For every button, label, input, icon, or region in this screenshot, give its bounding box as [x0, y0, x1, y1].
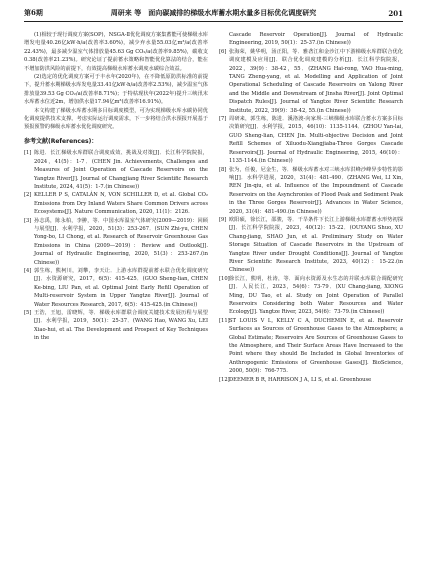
conclusion-paragraph-1: (1)相较于现行调度方案(SOP)，NSGA-Ⅱ优化调度方案集蓄能可使梯级水库增发电量40.26亿kW·h/a(改善率3.60%)，减少弃水量55.03亿m³/a(改善率22.43%)，最多减少温室气体排放量45.63 Gg CO₂/a(改善率9.85%)，碳收支0.38(改善率21.23%)。研究论证了提前蓄水策略和智能优化算法的结合，能在不增加防洪风险的前提下，有效提高梯级水库蓄水调度水碳综合效益。 — [24, 32, 208, 72]
reference-item — [219, 216, 403, 275]
reference-text: DEEMER B R, HARRISON J A, LI S, et al. Greenhouse — [229, 376, 372, 383]
reference-item — [24, 267, 208, 309]
left-column — [24, 31, 208, 384]
reference-continuation: Cascade Reservoir Operation[J]. Journal of Hydraulic Engineering, 2019, 50(1)：25-37.(in Chinese)) — [229, 32, 403, 47]
reference-number: [3] — [24, 217, 32, 224]
conclusion-paragraph-3: 本文构建了梯级水库蓄水期多目标调度模型，可为实现梯级水库水碳协同优化调度提供技术支撑。考虑实际运行调度需求，下一步将结合洪水预报开展基于预报预警的梯级水库蓄水优化调度研究。 — [24, 107, 208, 131]
page-number: 201 — [388, 9, 403, 18]
reference-item — [219, 275, 403, 317]
reference-item — [219, 376, 403, 384]
reference-number: [11] — [219, 317, 230, 324]
reference-text: 周研来，郭生练，陈进．溪洛渡-向家坝-三峡梯级水库联合蓄水方案多目标决策研究[J]．水利学报，2015，46(10)：1135-1144．(ZHOU Yan-lai, GUO Sheng-lian, CHEN Jin. Multi-objective Decision and Joint Refill Schemes of Xiluodu-Xiangjiaba-Three Gorges Cascade Reservoirs[J]. Journal of Hydraulic Engineering, 2015, 46(10)：1135-1144.(in Chinese)) — [229, 116, 403, 165]
references-heading: 参考文献(References)： — [24, 137, 98, 145]
reference-item — [219, 317, 403, 376]
reference-number: [1] — [24, 150, 32, 157]
running-header — [24, 8, 403, 22]
reference-text: ST LOUIS V L, KELLY C A, DUCHEMIN E, et al. Reservoir Surfaces as Sources of Greenhouse Gases to the Atmosphere; a Global Estimate; Reservoirs Are Sources of Greenhouse Gases to the Atmosphere, and Their Surface Areas Have Increased to the Point where they should Be Included in Global Inventories of Anthropogenic Emissions of Greenhouse Gases[J]. BioScience, 2000, 50(9)：766-775. — [229, 317, 403, 375]
reference-text: 欧阳硕，徐长江，邵骏，等．干旱条件下长江上游梯级水库群蓄水形势初探[J]．长江科学院院报，2023，40(12)：15-22．(OUYANG Shuo, XU Chang-jiang, SHAO Jun, et al. Preliminary Study on Water Storage Situation of Cascade Reservoirs in the Upstream of Yangtze River under Drought Conditions[J]. Journal of Yangtze River Scientific Research Institute, 2023, 40(12)：15-22.(in Chinese)) — [229, 216, 403, 274]
reference-number: [9] — [219, 216, 227, 223]
reference-text: 徐长江，熊明，杜涛，等．面向水资源及水生态的并联水库联合调配研究[J]．人民长江，2023，54(6)：73-79．(XU Chang-jiang, XIONG Ming, DU Tao, et al. Study on Joint Operation of Parallel Reservoirs Considering both Water Resources and Water Ecology[J]. Yangtze River, 2023, 54(6)：73-79.(in Chinese)) — [229, 275, 403, 316]
reference-text: KELLER P S, CATALÁN N, VON SCHILLER D, et al. Global CO₂ Emissions from Dry Inland Waters Share Common Drivers across Ecosystems[J]. Nature Communication, 2020, 11(1)：2126. — [34, 192, 208, 216]
reference-number: [12] — [219, 376, 230, 383]
reference-item — [219, 48, 403, 115]
reference-item — [24, 309, 208, 343]
right-column — [219, 31, 403, 384]
reference-number: [7] — [219, 116, 227, 123]
reference-text: 陈进．长江梯级水库群联合调度成效、挑战及对策[J]．长江科学院院报，2024，41(5)：1-7．(CHEN Jin. Achievements, Challenges and Measures of Joint Operation of Cascade Reservoirs on the Yangtze River[J]. Journal of Changjiang River Scientific Research Institute, 2024, 41(5)：1-7.(in Chinese)) — [34, 150, 208, 190]
reference-number: [4] — [24, 267, 32, 274]
running-title: 周研来 等 面向碳减排的梯级水库蓄水期水量多目标优化调度研究 — [110, 8, 317, 17]
reference-item — [219, 115, 403, 165]
reference-item — [24, 191, 208, 216]
reference-item — [219, 166, 403, 216]
reference-number: [8] — [219, 166, 227, 173]
reference-number: [10] — [219, 275, 230, 282]
reference-text: 张海荣，姚华明，汤正阳，等．雅砻江和金沙江中下游梯级水库群联合优化调度建模及应用[J]．联合优化调度建模的分析[J]．长江科学院院报，2022，39(9)：38-42，55．(ZHANG Hai-rong, YAO Hua-ming, TANG Zheng-yang, et al. Modelling and Application of Joint Operational Scheduling of Cascade Reservoirs on Yalong River and the Middle and Downstream of Jinsha River[J]. Joint Optimal Dispatch Rules[J]. Journal of Yangtze River Scientific Research Institute, 2022, 39(9)：38-42, 55.(in Chinese)) — [229, 48, 403, 114]
reference-item — [24, 149, 208, 191]
reference-number: [6] — [219, 48, 227, 55]
conclusion-paragraph-2: (2)选定的优化调度方案可于丰水年(2020年)，在不降低原防洪标准的前提下，提升蓄水期梯级水库发电量33.41亿kW·h/a(改善率2.53%)，减少温室气体排放量39.53 Gg CO₂/a(改善率8.71%)；于特枯现状年(2022年)提升三峡汛末水库蓄水位近2m，增加供水量17.94亿m³(改善率16.91%)。 — [24, 74, 208, 106]
reference-number: [5] — [24, 310, 32, 316]
reference-number: [2] — [24, 192, 32, 199]
reference-text: 王浩，王旭，雷晓辉，等．梯级水库群联合调度关键技术发展历程与展望[J]．水利学报，2019，50(1)：25-37．(WANG Hao, WANG Xu, LEI Xiao-hui, et al. The Development and Prospect of Key Techniques in the — [34, 310, 208, 342]
reference-list-left — [24, 149, 208, 342]
issue-number: 第6期 — [24, 8, 43, 17]
reference-text: 张为，任俊，尼金生，等．梯级水库蓄水对三峡水库洪峰沙峰异步特性的影响[J]．水科学进展，2020，31(4)：481-490．(ZHANG Wei, LI Xin, REN Jin-qiu, et al. Influence of the Impoundment of Cascade Reservoirs on the Asynchronies of Flood Peak and Sediment Peak in the Three Gorges Reservoir[J]. Advances in Water Science, 2020, 31(4)：481-490.(in Chinese)) — [229, 166, 403, 215]
reference-text: 孙志禹，陈永柏，李翀，等．中国水库温室气体研究(2009—2019)：回顾与展望[J]．水利学报，2020，51(3)：253-267．(SUN Zhi-yu, CHEN Yong-bo, LI Chong, et al. Research of Reservoir Greenhouse Gas Emissions in China (2009—2019)：Review and Outlook[J]. Journal of Hydraulic Engineering, 2020, 51(3)：253-267.(in Chinese)) — [34, 217, 208, 266]
reference-item — [24, 217, 208, 267]
reference-text: 郭生练，熊柯川，刘攀，李天让．上游水库群提前蓄水联合优化调度研究[J]．水资源研究，2017，6(5)：415-425．(GUO Sheng-lian, CHEN Ke-bing, LIU Pan, et al. Optimal Joint Early Refill Operation of Multi-reservoir System in Upper Yangtze River[J]. Journal of Water Resources Research, 2017, 6(5)：415-425.(in Chinese)) — [34, 267, 208, 308]
reference-list-right — [219, 48, 403, 384]
